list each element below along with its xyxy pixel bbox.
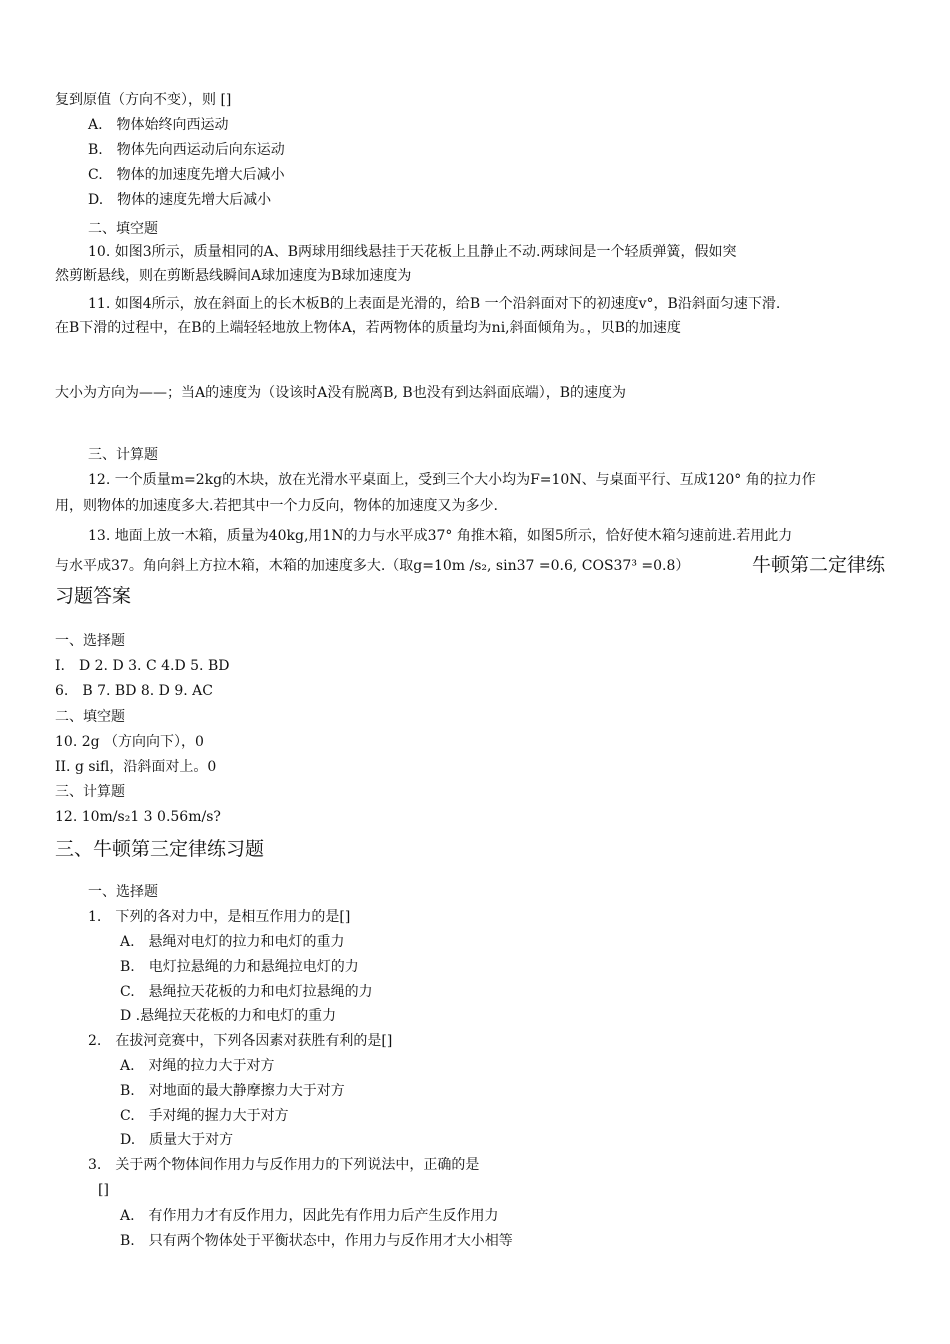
question-1-option-a: A. 悬绳对电灯的拉力和电灯的重力 <box>120 934 345 950</box>
section-3-choice-heading: 一、选择题 <box>88 884 158 900</box>
calc-heading: 三、计算题 <box>88 447 158 463</box>
q10-line-1: 10. 如图3所示，质量相同的A、B两球用细线悬挂于天花板上且静止不动.两球间是一个轻质弹簧，假如突 <box>88 244 737 260</box>
q13-line-2: 与水平成37。角向斜上方拉木箱，木箱的加速度多大.（取g=10m /s₂, sin37 =0.6, COS37³ =0.8） <box>55 558 690 574</box>
question-3-option-b: B. 只有两个物体处于平衡状态中，作用力与反作用才大小相等 <box>120 1233 513 1249</box>
q9-option-d: D. 物体的速度先增大后减小 <box>88 192 272 208</box>
answers-choice-row-2: 6. B 7. BD 8. D 9. AC <box>55 683 213 699</box>
question-1-option-b: B. 电灯拉悬绳的力和悬绳拉电灯的力 <box>120 959 359 975</box>
section-3-title: 三、牛顿第三定律练习题 <box>55 838 265 860</box>
question-1-option-d: D .悬绳拉天花板的力和电灯的重力 <box>120 1008 337 1024</box>
answers-choice-row-1: I. D 2. D 3. C 4.D 5. BD <box>55 658 230 674</box>
question-3-option-a: A. 有作用力才有反作用力，因此先有作用力后产生反作用力 <box>120 1208 499 1224</box>
q9-option-c: C. 物体的加速度先增大后减小 <box>88 167 285 183</box>
q10-line-2: 然剪断悬线，则在剪断悬线瞬间A球加速度为B球加速度为 <box>55 268 412 284</box>
answers-choice-heading: 一、选择题 <box>55 633 125 649</box>
question-1-stem: 1. 下列的各对力中，是相互作用力的是[] <box>88 909 351 925</box>
answers-calc-heading: 三、计算题 <box>55 784 125 800</box>
q13-line-1: 13. 地面上放一木箱，质量为40kg,用1N的力与水平成37° 角推木箱，如图5所示，恰好使木箱匀速前进.若用此力 <box>88 528 793 544</box>
q12-line-1: 12. 一个质量m=2kg的木块，放在光滑水平桌面上，受到三个大小均为F=10N、与桌面平行、互成120° 角的拉力作 <box>88 472 816 488</box>
answers-fill-q11: II. g sifl，沿斜面对上。0 <box>55 759 217 775</box>
answers-fill-heading: 二、填空题 <box>55 709 125 725</box>
q11-line-2: 在B下滑的过程中，在B的上端轻轻地放上物体A，若两物体的质量均为ni,斜面倾角为。，贝B的加速度 <box>55 320 681 336</box>
q12-line-2: 用，则物体的加速度多大.若把其中一个力反向，物体的加速度又为多少. <box>55 498 498 514</box>
q9-stem-tail: 复到原值（方向不变），则 [] <box>55 92 232 108</box>
question-3-bracket: [] <box>98 1182 109 1198</box>
fill-blank-heading: 二、填空题 <box>88 221 158 237</box>
question-2-stem: 2. 在拔河竞赛中，下列各因素对获胜有利的是[] <box>88 1033 393 1049</box>
question-2-option-d: D. 质量大于对方 <box>120 1132 234 1148</box>
question-3-stem: 3. 关于两个物体间作用力与反作用力的下列说法中，正确的是 <box>88 1157 480 1173</box>
answers-title-part-2: 习题答案 <box>55 585 132 607</box>
q9-option-b: B. 物体先向西运动后向东运动 <box>88 142 285 158</box>
question-2-option-b: B. 对地面的最大静摩擦力大于对方 <box>120 1083 345 1099</box>
question-2-option-a: A. 对绳的拉力大于对方 <box>120 1058 275 1074</box>
q11-line-3: 大小为方向为——；当A的速度为（设该时A没有脱离B, B也没有到达斜面底端），B的速度为 <box>55 385 626 401</box>
q11-line-1: 11. 如图4所示，放在斜面上的长木板B的上表面是光滑的，给B 一个沿斜面对下的初速度v°，B沿斜面匀速下滑. <box>88 296 781 312</box>
answers-calc-q12: 12. 10m/s₂1 3 0.56m/s? <box>55 809 221 825</box>
question-1-option-c: C. 悬绳拉天花板的力和电灯拉悬绳的力 <box>120 984 373 1000</box>
question-2-option-c: C. 手对绳的握力大于对方 <box>120 1108 289 1124</box>
q9-option-a: A. 物体始终向西运动 <box>88 117 229 133</box>
answers-fill-q10: 10. 2g （方向向下），0 <box>55 734 204 750</box>
answers-title-part-1: 牛顿第二定律练 <box>752 554 886 576</box>
